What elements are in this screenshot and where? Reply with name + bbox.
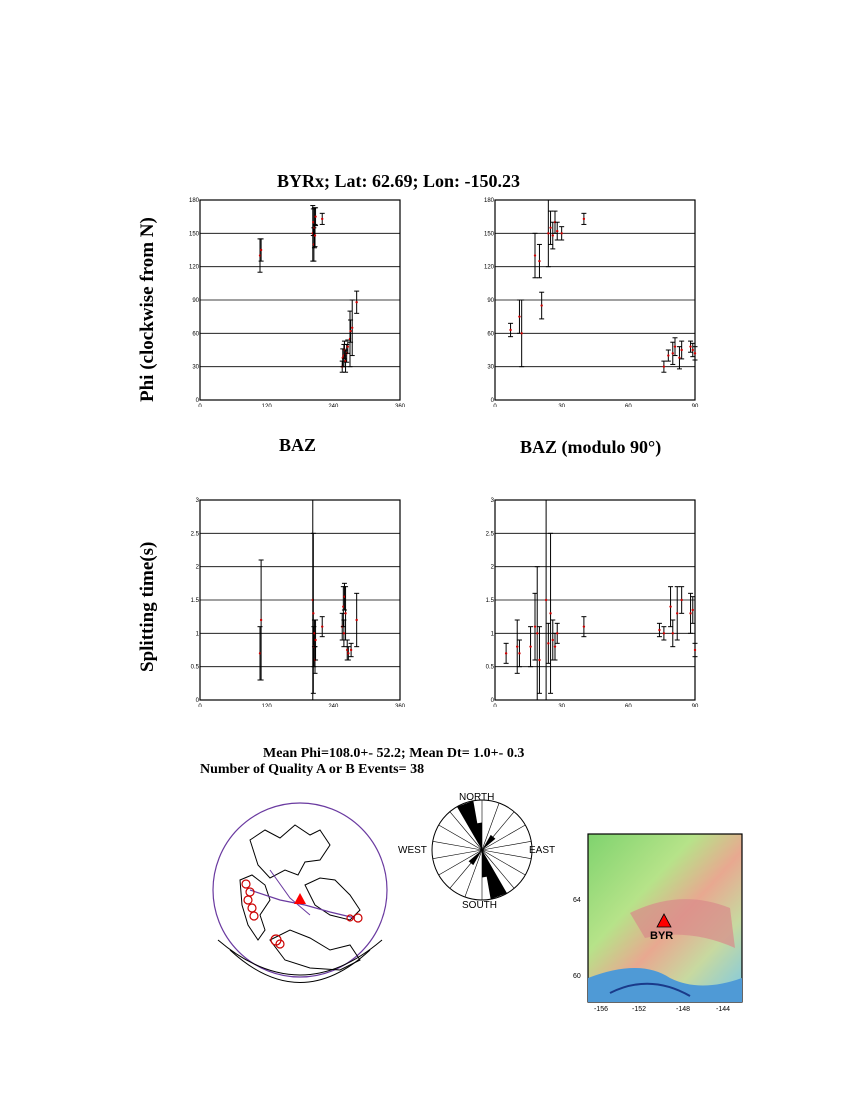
data-point [537, 244, 542, 277]
x-tick-label: 360 [394, 404, 406, 407]
data-point [533, 233, 538, 277]
y-tick-label: 90 [487, 298, 494, 304]
y-tick-label: 0 [490, 698, 494, 704]
x-tick-label: 240 [328, 704, 339, 707]
y-tick-label: 180 [483, 198, 494, 204]
splitting-time-axis-label: Splitting time(s) [137, 541, 158, 672]
x-tick-label: 120 [261, 704, 272, 707]
distance-arc-outer [230, 950, 370, 983]
lon-tick: -144 [716, 1006, 731, 1013]
data-point [346, 647, 351, 660]
x-tick-label: 0 [493, 704, 497, 707]
y-tick-label: 3 [195, 498, 199, 504]
phi-vs-baz-mod-plot [480, 192, 710, 407]
data-point [259, 239, 264, 261]
continent-outline-2 [240, 875, 270, 940]
continent-outline [250, 825, 330, 878]
data-point [320, 213, 325, 224]
event-count: Number of Quality A or B Events= 38 [200, 762, 425, 777]
data-point [581, 213, 586, 224]
y-tick-label: 0 [195, 398, 199, 404]
baz-mod-axis-label: BAZ (modulo 90°) [520, 437, 662, 457]
y-tick-label: 2.5 [190, 531, 199, 538]
x-tick-label: 30 [558, 704, 566, 707]
chart-title: BYRx; Lat: 62.69; Lon: -150.23 [277, 171, 520, 191]
x-tick-label: 0 [493, 404, 497, 407]
y-tick-label: 1 [195, 631, 199, 638]
y-tick-label: 1 [490, 631, 494, 638]
data-point [258, 239, 263, 272]
y-tick-label: 2 [490, 564, 494, 571]
data-point [528, 627, 533, 667]
data-point [666, 350, 671, 361]
x-tick-label: 120 [261, 404, 272, 407]
y-tick-label: 2 [195, 564, 199, 571]
y-tick-label: 0.5 [190, 664, 199, 671]
data-point [349, 643, 354, 656]
y-tick-label: 60 [487, 331, 494, 338]
y-tick-label: 120 [188, 264, 199, 271]
continent-outline-3 [305, 878, 360, 920]
data-point [258, 627, 263, 680]
y-tick-label: 0 [195, 698, 199, 704]
y-tick-label: 180 [188, 198, 199, 204]
x-tick-label: 60 [624, 704, 632, 707]
x-tick-label: 30 [558, 404, 566, 407]
relief-map [570, 828, 750, 1013]
station-label: BYR [650, 930, 674, 942]
dt-vs-baz-plot [185, 492, 415, 707]
x-tick-label: 0 [198, 404, 202, 407]
y-tick-label: 3 [490, 498, 494, 504]
y-tick-label: 150 [483, 231, 494, 238]
y-tick-label: 150 [188, 231, 199, 238]
rose-diagram [395, 788, 570, 913]
data-point [693, 643, 698, 656]
lon-tick: -152 [632, 1006, 647, 1013]
data-point [657, 623, 662, 636]
rose-petal [473, 823, 482, 851]
distance-arc [218, 940, 382, 975]
ray-path-2 [270, 870, 310, 915]
y-tick-label: 1.5 [485, 598, 494, 604]
data-point [259, 560, 264, 680]
x-tick-label: 0 [198, 704, 202, 707]
data-point [548, 533, 553, 693]
x-tick-label: 60 [624, 404, 632, 407]
rose-petal [482, 850, 491, 878]
rose-spoke [482, 803, 499, 850]
lat-tick: 60 [573, 973, 581, 980]
y-tick-label: 90 [192, 298, 199, 304]
y-tick-label: 0 [490, 398, 494, 404]
data-point [675, 587, 680, 640]
y-tick-label: 120 [483, 264, 494, 271]
event-globe-map [210, 800, 395, 1000]
lat-tick: 64 [573, 897, 581, 904]
x-tick-label: 90 [691, 404, 699, 407]
rose-north-label: NORTH [459, 792, 495, 803]
lon-tick: -148 [676, 1006, 691, 1013]
dt-vs-baz-mod-plot [480, 492, 710, 707]
data-point [354, 291, 359, 313]
x-tick-label: 90 [691, 704, 699, 707]
data-point [354, 593, 359, 646]
lon-tick: -156 [594, 1006, 609, 1013]
mean-stats: Mean Phi=108.0+- 52.2; Mean Dt= 1.0+- 0.3 [263, 746, 525, 761]
data-point [508, 323, 513, 336]
rose-west-label: WEST [398, 845, 427, 856]
data-point [504, 643, 509, 663]
rose-spoke [465, 850, 482, 897]
y-tick-label: 2.5 [485, 531, 494, 538]
station-marker [294, 893, 306, 904]
rose-south-label: SOUTH [462, 900, 497, 911]
y-tick-label: 1.5 [190, 598, 199, 604]
y-tick-label: 0.5 [485, 664, 494, 671]
globe-outline [213, 803, 387, 977]
baz-axis-label: BAZ [279, 435, 317, 455]
rose-east-label: EAST [529, 845, 556, 856]
x-tick-label: 240 [328, 404, 339, 407]
y-tick-label: 60 [192, 331, 199, 338]
y-tick-label: 30 [192, 364, 199, 371]
data-point [539, 292, 544, 319]
phi-vs-baz-plot [185, 192, 415, 407]
x-tick-label: 360 [394, 704, 406, 707]
y-tick-label: 30 [487, 364, 494, 371]
phi-axis-label: Phi (clockwise from N) [137, 217, 158, 402]
